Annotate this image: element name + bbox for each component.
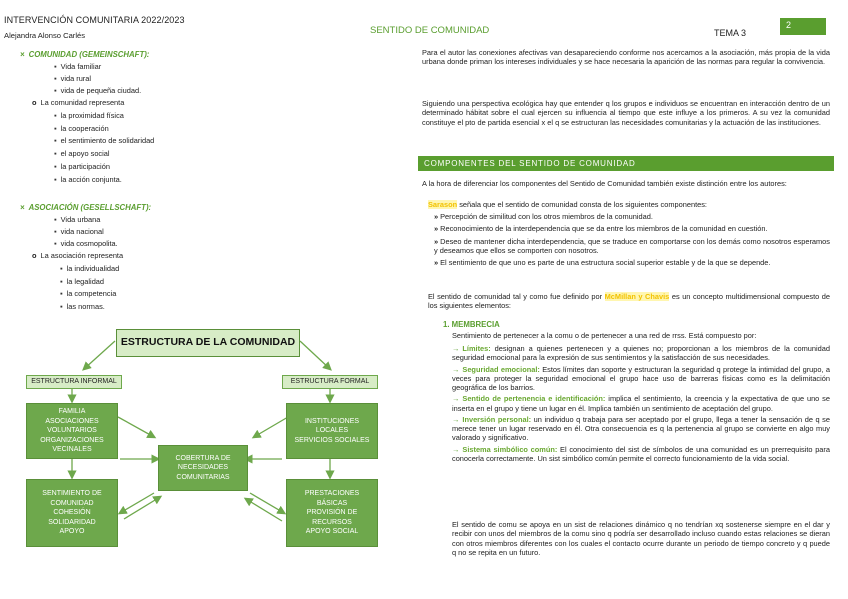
list-item: ▪ el sentimiento de solidaridad [54, 136, 400, 145]
comunidad-section [20, 50, 400, 188]
list-item: ▪ vida de pequeña ciudad. [54, 86, 400, 95]
tema-label: TEMA 3 [714, 28, 747, 38]
mcmillan-paragraph: El sentido de comunidad tal y como fue definido por McMillan y Chavis es un concepto multidimensional compuesto de los siguientes elementos: [428, 292, 830, 311]
page-title: SENTIDO DE COMUNIDAD [370, 25, 490, 36]
cobertura-box: COBERTURA DE NECESIDADES COMUNITARIAS [158, 445, 248, 491]
diagram-title: ESTRUCTURA DE LA COMUNIDAD [116, 329, 300, 357]
asociacion-list [54, 215, 400, 249]
arrow-title-formal [300, 341, 330, 369]
sarason-list [434, 212, 830, 267]
membrecia-list [452, 344, 830, 463]
list-item: → Sentido de pertenencia e identificación: implica el sentimiento, la creencia y la expectativa de que uno se inserta en el grupo y tiene un lugar en él. Implica también un sentimiento de aceptación del grupo. [452, 394, 830, 413]
list-item: → Inversión personal: un individuo q trabaja para ser aceptado por el grupo, llega a tener la sensación de q se merece tener un lugar reservado en él. Otra consecuencia es q la pertenencia al grupo se convierte en algo muy valorado y significativo. [452, 414, 830, 443]
list-item: ▪ las normas. [60, 302, 400, 311]
arrow-familia-cobertura [118, 417, 154, 437]
list-item: » Deseo de mantener dicha interdependencia, que se traduce en comportarse con los demás como nosotros esperamos y deseamos que ellos se comporten con nosotros. [434, 236, 830, 255]
paragraph-2: Siguiendo una perspectiva ecológica hay que entender q los grupos e individuos se encuentran en interacción dentro de un determinado hábitat sobre el cual ejercen su influencia al tiempo que este influye a los primeros. A su vez la comunidad constituye el pto de partida esencial x el q se estructuran las necesidades comunitarias y la actuación de las instituciones. [422, 99, 830, 127]
list-item: ▪ la acción conjunta. [54, 175, 400, 184]
sarason-text: señala que el sentido de comunidad consta de los siguientes componentes: [457, 200, 707, 209]
sarason-line [428, 200, 830, 209]
list-item: ▪ vida nacional [54, 227, 400, 236]
list-item: ▪ vida rural [54, 74, 400, 83]
list-item: ▪ la legalidad [60, 277, 400, 286]
asociacion-sub-label: o La asociación representa [32, 251, 400, 260]
list-item: » El sentimiento de que uno es parte de una estructura social superior estable y de la que se depende. [434, 258, 771, 267]
final-paragraph: El sentido de comu se apoya en un sist de relaciones dinámico q no tendrían xq sostenerse siempre en el dar y recibir con unos del miembros de la comu sino q podría ser desarrollado incluso cuando estas relaciones se dieran con otros miembros diferentes con los cuales el contacto ocurre durante un periodo de tiempo concreto y q puede q no se repita en un futuro. [452, 520, 830, 557]
list-item: » Percepción de similitud con los otros miembros de la comunidad. [434, 212, 653, 221]
membrecia-intro: Sentimiento de pertenecer a la comu o de pertenecer a una red de rrss. Está compuesto por: [452, 331, 757, 340]
list-item: ▪ el apoyo social [54, 149, 400, 158]
arrow-instituciones-cobertura [254, 417, 288, 437]
list-item: ▪ la proximidad física [54, 111, 400, 120]
list-item: ▪ la competencia [60, 289, 400, 298]
list-item: ▪ vida cosmopolita. [54, 239, 400, 248]
membrecia-title: 1. MEMBRECIA [443, 320, 500, 329]
structure-diagram [0, 325, 400, 565]
list-item: ▪ Vida familiar [54, 62, 400, 71]
comunidad-list [54, 62, 400, 96]
instituciones-box: INSTITUCIONES LOCALES SERVICIOS SOCIALES [286, 403, 378, 459]
arrow-cobertura-prestaciones [250, 493, 284, 513]
list-item: ▪ la cooperación [54, 124, 400, 133]
sarason-name: Sarason [428, 200, 458, 209]
formal-structure-label: ESTRUCTURA FORMAL [282, 375, 378, 389]
list-item: ▪ la individualidad [60, 264, 400, 273]
list-item: » Reconocimiento de la interdependencia que se da entre los miembros de la comunidad en cuestión. [434, 224, 768, 234]
asociacion-sub-list [60, 264, 400, 312]
familia-box: FAMILIA ASOCIACIONES VOLUNTARIOS ORGANIZACIONES VECINALES [26, 403, 118, 459]
comunidad-sub-label: o La comunidad representa [32, 98, 400, 107]
informal-structure-label: ESTRUCTURA INFORMAL [26, 375, 122, 389]
course-label: INTERVENCIÓN COMUNITARIA 2022/2023 [4, 15, 185, 25]
arrow-title-informal [84, 341, 115, 369]
paragraph-1: Para el autor las conexiones afectivas van desapareciendo conforme nos acercamos a la asociación, más propia de la vida urbana donde priman los intereses individuales y se hace necesaria la aparición de las normas para regular la convivencia. [422, 48, 830, 67]
list-item: → Límites: designan a quienes pertenecen y a quienes no; proporcionan a los miembros de la comunidad seguridad emocional para la expresión de sus sentimientos y la satisfacción de sus necesidades. [452, 344, 830, 363]
asociacion-section [20, 203, 400, 315]
list-item: ▪ Vida urbana [54, 215, 400, 224]
mcmillan-name: McMillan y Chavis [604, 292, 670, 301]
page-number: 2 [780, 18, 826, 35]
prestaciones-box: PRESTACIONES BÁSICAS PROVISIÓN DE RECURSOS APOYO SOCIAL [286, 479, 378, 547]
list-item: → Sistema simbólico común: El conocimiento del sist de símbolos de una comunidad es un prerrequisito para conocerla correctamente. Un sist simbólico común permite el correcto funcionamiento de la vida social. [452, 444, 830, 463]
list-item: → Seguridad emocional: Estos límites dan soporte y estructuran la seguridad q protege la intimidad del grupo, a veces para proteger la seguridad emocional el grupo hace uso de barreras físicas como es la delimitación geográfica de los barrios. [452, 364, 830, 392]
arrow-prestaciones-cobertura [246, 499, 282, 521]
list-item: ▪ la participación [54, 162, 400, 171]
comunidad-heading: × COMUNIDAD (GEMEINSCHAFT): [20, 50, 400, 60]
sentimiento-box: SENTIMIENTO DE COMUNIDAD COHESIÓN SOLIDARIDAD APOYO [26, 479, 118, 547]
components-section-bar: COMPONENTES DEL SENTIDO DE COMUNIDAD [418, 156, 834, 171]
asociacion-heading: × ASOCIACIÓN (GESELLSCHAFT): [20, 203, 400, 213]
comunidad-sub-list [54, 111, 400, 184]
author-name: Alejandra Alonso Carlés [4, 31, 86, 40]
paragraph-3: A la hora de diferenciar los componentes del Sentido de Comunidad también existe distinción entre los autores: [422, 179, 787, 188]
arrow-cobertura-sentimiento [120, 493, 154, 513]
